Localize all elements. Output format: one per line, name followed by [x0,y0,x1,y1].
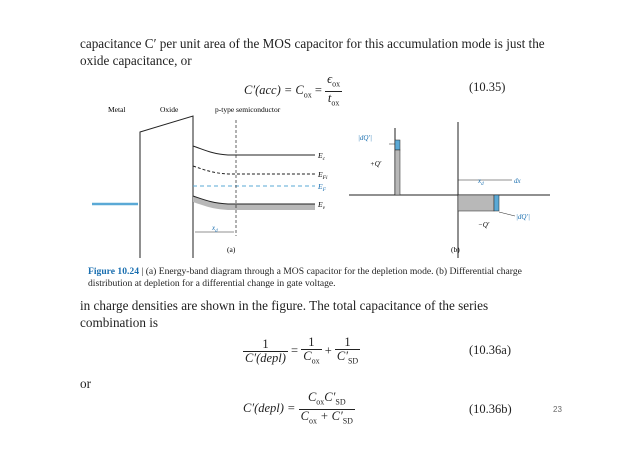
eq-1036b-den: C [300,408,309,423]
paragraph-series: in charge densities are shown in the figure. The total capacitance of the series combination is [80,298,489,330]
label-ec: $E_c$ [318,151,326,162]
eq-1036a-num1: 1 [243,338,288,352]
eq-1036b-den-sub1: ox [308,416,317,425]
page-number: 23 [553,405,562,414]
eq-1036a-frac2 [301,336,321,368]
eq-1036a-den2-sub: ox [311,356,320,366]
label-ev: $E_v$ [318,200,326,211]
eq-1036a-den3-sub: SD [347,356,359,366]
oxide-barrier [140,116,193,258]
eq-1036b-fraction [299,391,355,427]
panel-a-label: (a) [227,245,236,254]
label-efi: $E_{Fi}$ [318,170,328,181]
label-oxide: Oxide [160,105,179,114]
eq-1036a-den3: C′ [336,349,348,363]
label-semiconductor: p-type semiconductor [215,105,281,114]
label-plus-q: +Q′ [370,160,382,168]
eq-number-10-35: (10.35) [469,80,506,94]
q-negative-region [458,195,494,211]
equation-10-36a: $\frac{1}{\text{C′(depl)}}$ = $\frac{1}{C_{ox}}$ + $\frac{1}{C'_{SD}}$ [245,335,359,366]
figure-label: Figure 10.24 [88,266,139,277]
eq-number-10-36b: (10.36b) [469,402,512,416]
eq-1035-den-sub: ox [331,98,340,107]
eq-1035-num-sub: ox [332,79,341,89]
dq-bottom-leader [499,212,515,216]
panel-b-label: (b) [451,245,460,254]
label-dq-bottom: |dQ′| [516,213,530,221]
eq-1036b-num-sub2: SD [335,397,346,407]
eq-1036a-num3: 1 [335,336,360,350]
eq-1035-lhs: C′(acc) = C [244,82,304,97]
label-ef: $E_F$ [318,182,326,193]
eq-1036b-lhs: C′(depl) = [243,400,296,415]
eq-1036a-num2: 1 [301,336,321,350]
eq-1035-den: t [327,90,332,105]
dq-negative-bar [494,195,499,211]
eq-1036b-num: C [307,390,317,404]
label-dx: dx [514,177,521,185]
eq-number-10-36a: (10.36a) [469,343,511,357]
valence-shading [193,196,315,210]
eq-1036a-den1: C′(depl) [245,351,286,366]
label-metal: Metal [108,105,126,114]
eq-1035-equals: = [314,82,322,97]
q-positive-bar [395,150,400,195]
eq-1036a-frac3 [335,336,360,368]
eq-1036b-num-sub1: ox [316,397,325,407]
eq-1035-num: ϵ [327,72,333,86]
figure-caption [88,266,544,290]
label-dq-top: |dQ′| [358,134,372,142]
eq-1036b-den-sub2: SD [342,416,353,425]
eq-1036b-num-mid: C′ [324,390,336,404]
eq-1036b-den-plus: + C′ [320,408,343,423]
label-xd-a: $x_d$ [212,224,218,234]
dq-positive-bar [395,140,400,150]
eq-1035-lhs-sub: ox [303,90,312,100]
band-ec [193,146,315,155]
label-minus-q: −Q′ [478,221,490,229]
eq-1036a-plus: + [324,343,332,358]
or-text: or [80,376,91,391]
band-efi [193,166,315,174]
label-xd-b: $x_d$ [478,177,484,187]
equation-10-36b [243,391,355,427]
eq-1036a-den2: C [303,349,312,363]
paragraph-intro: capacitance C′ per unit area of the MOS capacitor for this accumulation mode is just the oxide capacitance, or [80,36,545,68]
caption-text: | (a) Energy-band diagram through a MOS capacitor for the depletion mode. (b) Differential charge distribution at depletion for a differential change in gate voltage. [88,266,522,289]
eq-1036a-frac1 [243,338,288,365]
